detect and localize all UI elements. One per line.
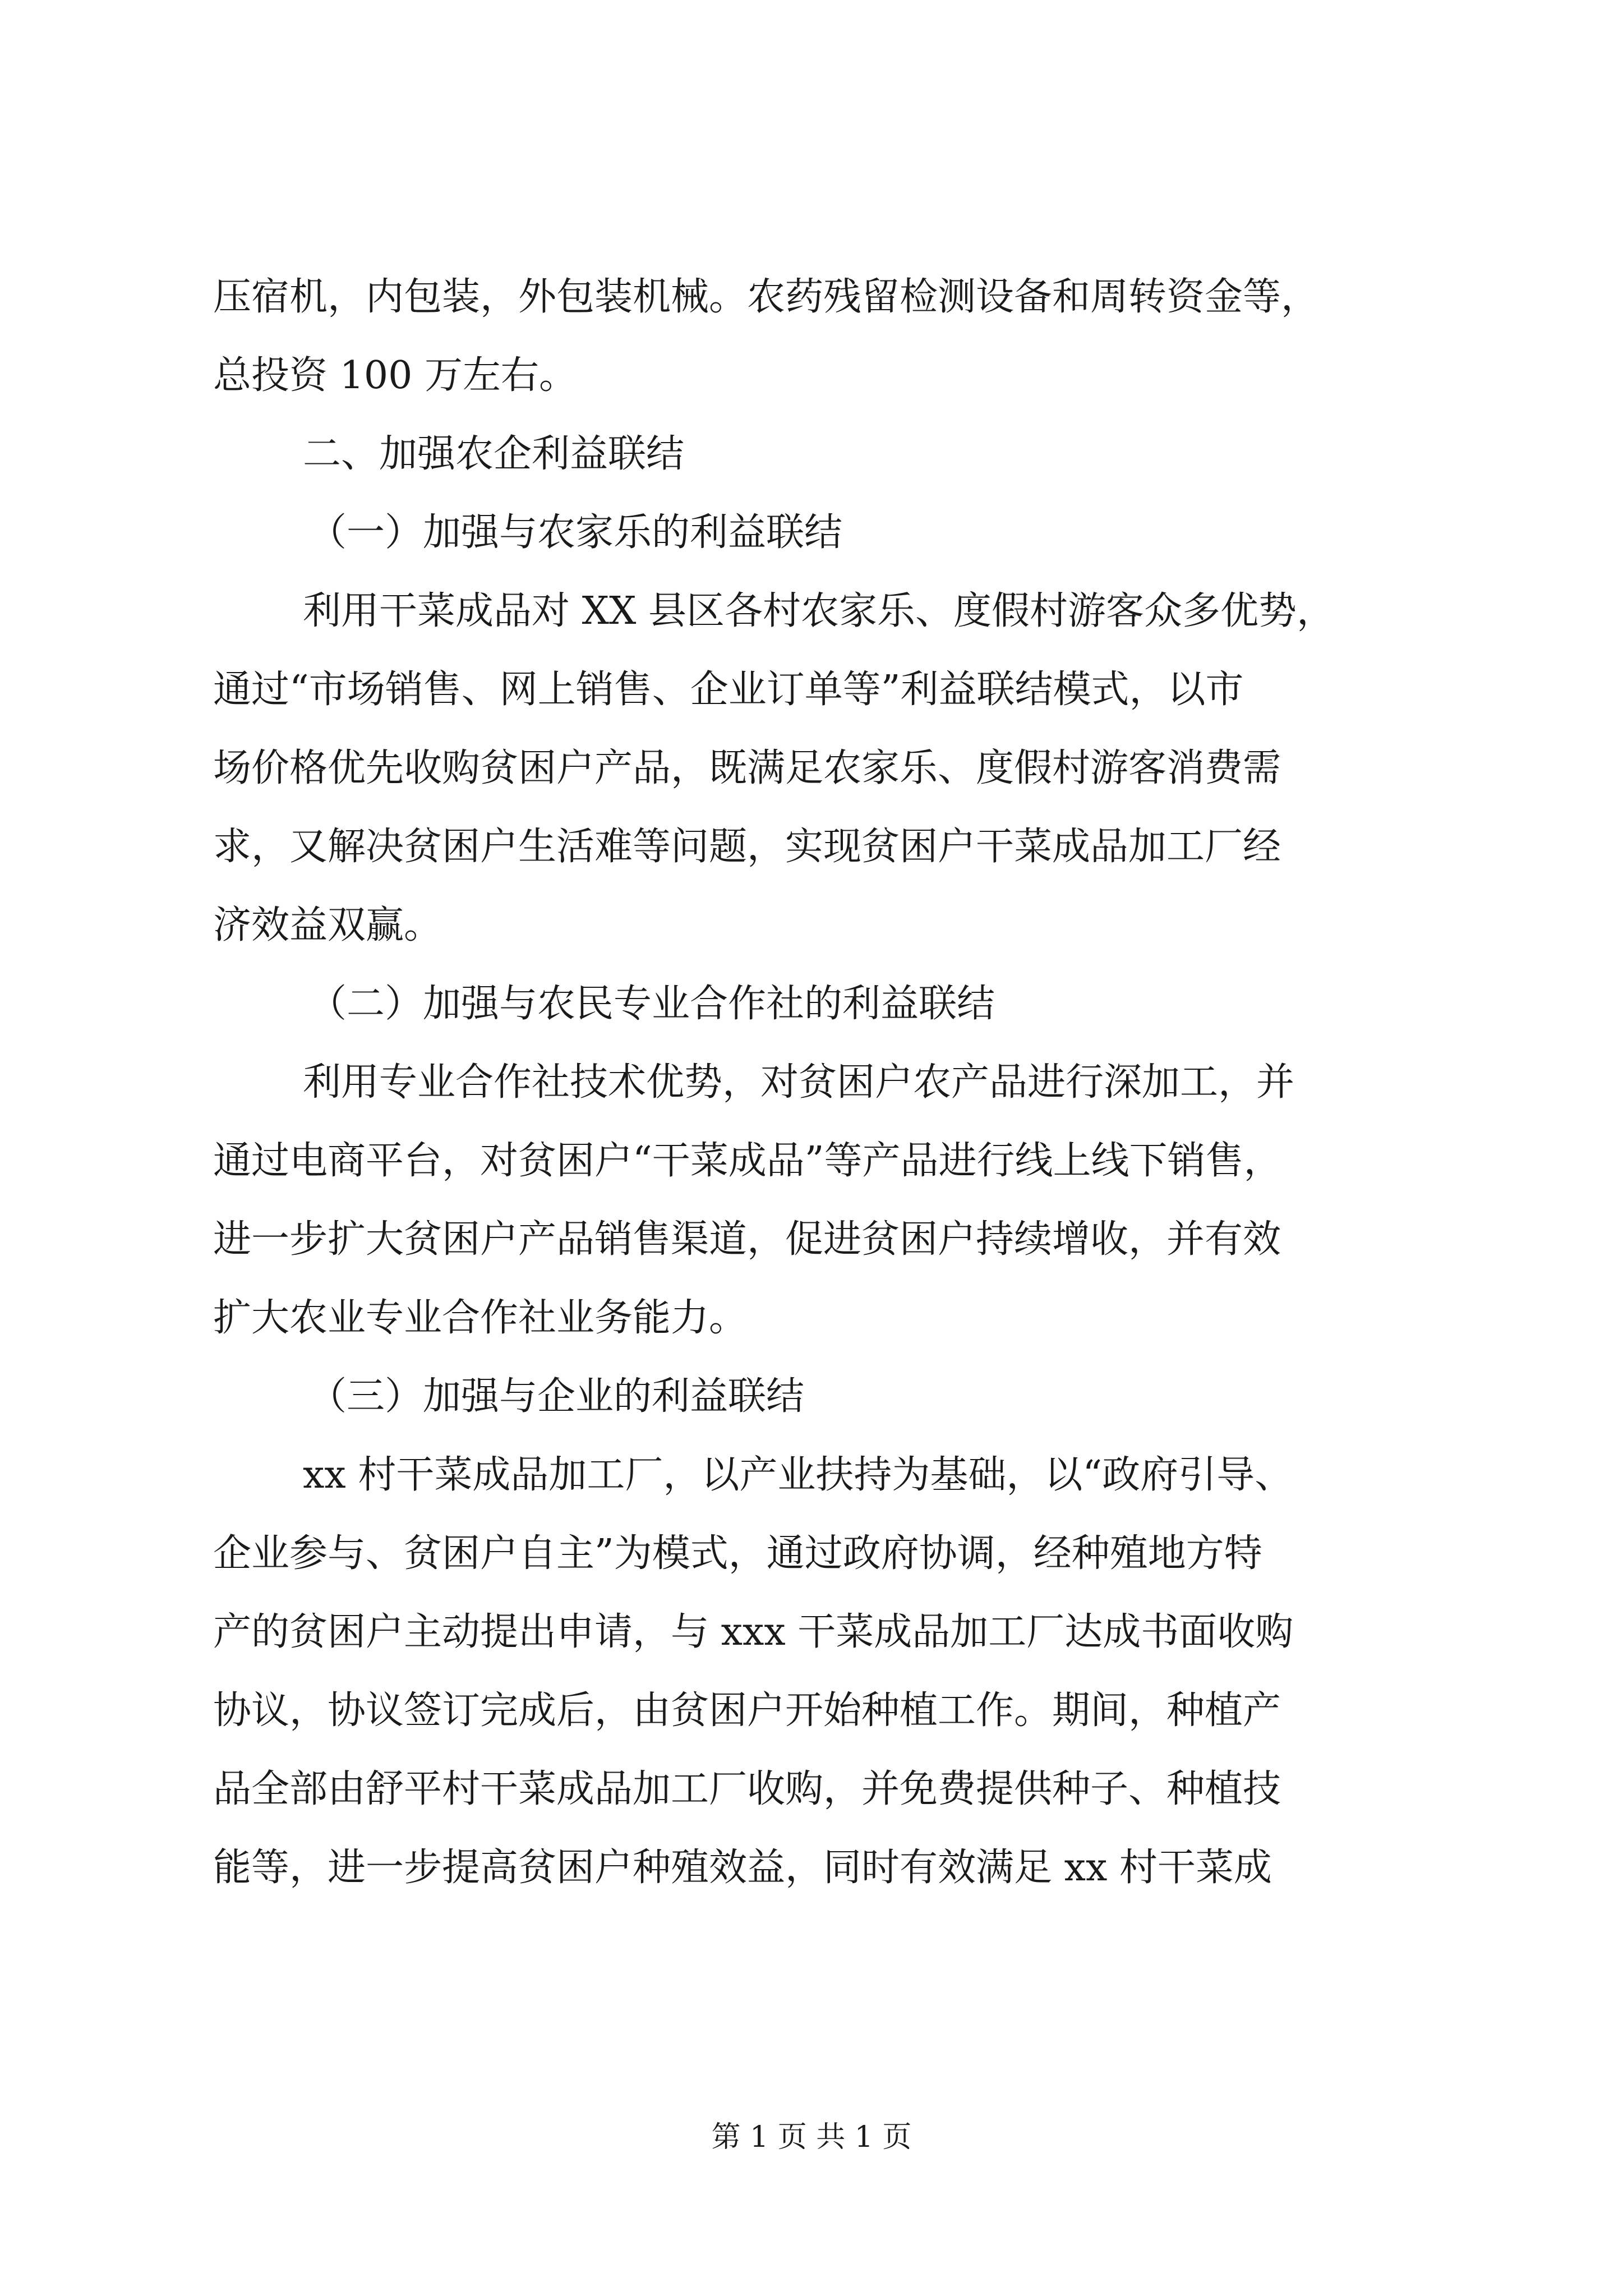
body-line: 压宿机，内包装，外包装机械。农药残留检测设备和周转资金等，	[213, 275, 1320, 319]
body-line: 产的贫困户主动提出申请，与 xxx 干菜成品加工厂达成书面收购	[213, 1610, 1294, 1654]
body-line: xx 村干菜成品加工厂，以产业扶持为基础，以“政府引导、	[303, 1453, 1293, 1497]
body-line: 通过电商平台，对贫困户“干菜成品”等产品进行线上线下销售，	[213, 1139, 1282, 1183]
subsection-heading: （三）加强与企业的利益联结	[308, 1374, 805, 1419]
body-line: 利用干菜成品对 XX 县区各村农家乐、度假村游客众多优势，	[303, 589, 1335, 633]
body-line: 进一步扩大贫困户产品销售渠道，促进贫困户持续增收，并有效	[213, 1217, 1281, 1262]
section-heading: 二、加强农企利益联结	[303, 432, 685, 476]
body-line: 能等，进一步提高贫困户种殖效益，同时有效满足 xx 村干菜成	[213, 1846, 1272, 1890]
document-body	[213, 258, 1413, 1907]
body-line: 济效益双赢。	[213, 903, 442, 947]
page-number: 第 1 页 共 1 页	[711, 2120, 912, 2154]
body-line: 利用专业合作社技术优势，对贫困户农产品进行深加工，并	[303, 1060, 1295, 1105]
page-footer	[0, 2115, 1623, 2160]
body-line: 企业参与、贫困户自主”为模式，通过政府协调，经种殖地方特	[213, 1531, 1262, 1576]
body-line: 协议，协议签订完成后，由贫困户开始种植工作。期间，种植产	[213, 1688, 1281, 1733]
subsection-heading: （二）加强与农民专业合作社的利益联结	[308, 982, 995, 1026]
body-line: 总投资 100 万左右。	[213, 353, 578, 398]
body-line: 扩大农业专业合作社业务能力。	[213, 1296, 748, 1340]
body-line: 品全部由舒平村干菜成品加工厂收购，并免费提供种子、种植技	[213, 1767, 1281, 1811]
subsection-heading: （一）加强与农家乐的利益联结	[308, 510, 843, 555]
body-line: 场价格优先收购贫困户产品，既满足农家乐、度假村游客消费需	[213, 746, 1281, 790]
body-line: 通过“市场销售、网上销售、企业订单等”利益联结模式，以市	[213, 668, 1244, 712]
body-line: 求，又解决贫困户生活难等问题，实现贫困户干菜成品加工厂经	[213, 825, 1281, 869]
